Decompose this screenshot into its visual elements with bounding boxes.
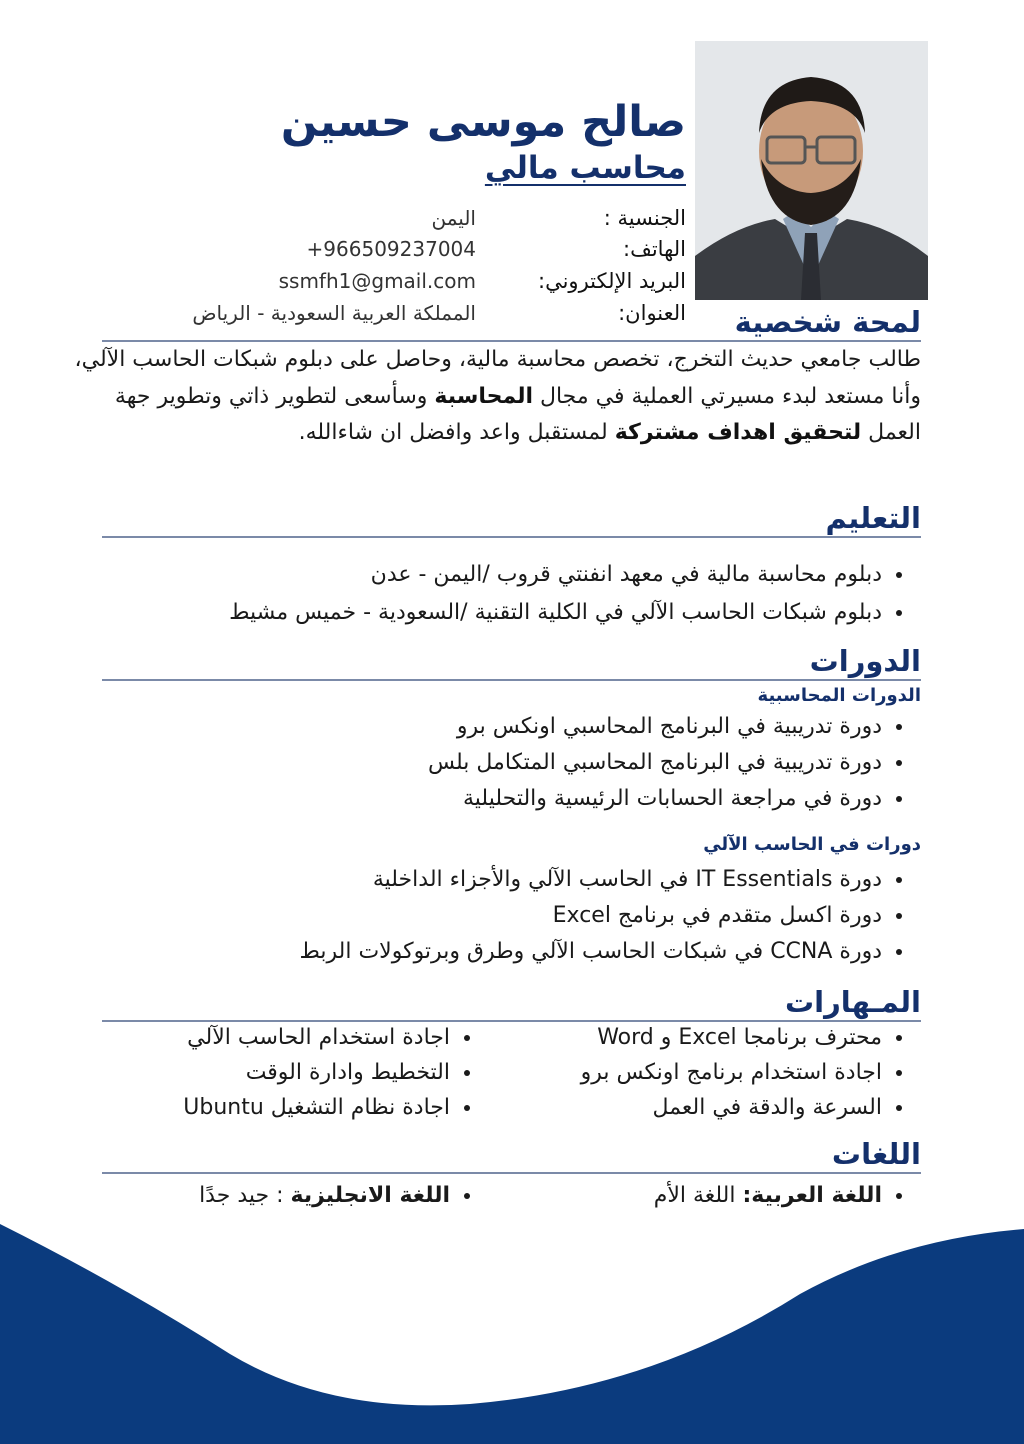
education-list	[229, 556, 906, 632]
list-item: اجادة نظام التشغيل Ubuntu	[183, 1090, 474, 1125]
list-item: اجادة استخدام برنامج اونكس برو	[581, 1055, 906, 1090]
list-item: التخطيط وادارة الوقت	[183, 1055, 474, 1090]
info-phone	[146, 233, 686, 265]
person-name: صالح موسى حسين	[280, 97, 686, 147]
list-item: دورة اكسل متقدم في برنامج Excel	[300, 898, 906, 934]
list-item: دورة CCNA في شبكات الحاسب الآلي وطرق وبرتوكولات الربط	[300, 934, 906, 970]
section-divider	[102, 536, 921, 538]
section-divider	[102, 679, 921, 681]
list-item: دورة IT Essentials في الحاسب الآلي والأجزاء الداخلية	[300, 862, 906, 898]
language-label: اللغة الانجليزية	[290, 1183, 450, 1208]
courses-title: الدورات	[809, 644, 921, 678]
info-label: العنوان:	[618, 301, 686, 325]
info-value: +966509237004	[306, 237, 476, 261]
list-item: اجادة استخدام الحاسب الآلي	[183, 1020, 474, 1055]
language-level: : جيد جدًا	[199, 1183, 291, 1208]
language-level: اللغة الأم	[653, 1183, 743, 1208]
languages-title: اللغات	[831, 1137, 921, 1171]
about-text: وسأسعى لتطوير ذاتي وتطوير جهة العمل	[114, 383, 921, 445]
job-title: محاسب مالي	[484, 150, 686, 186]
language-label: اللغة العربية:	[742, 1183, 882, 1208]
info-label: البريد الإلكتروني:	[538, 269, 686, 293]
about-text: طالب جامعي حديث التخرج، تخصص محاسبة مالية، وحاصل على دبلوم شبكات الحاسب الآلي، وأنا مستعد لبدء مسيرتي العملية في مجال	[74, 347, 921, 409]
list-item: السرعة والدقة في العمل	[581, 1090, 906, 1125]
info-label: الجنسية :	[603, 206, 686, 230]
list-item: محترف برنامجا Excel و Word	[581, 1020, 906, 1055]
about-text: لمستقبل واعد وافضل ان شاءالله.	[298, 420, 615, 445]
education-title: التعليم	[825, 501, 921, 535]
info-label: الهاتف:	[623, 237, 686, 261]
list-item: دبلوم شبكات الحاسب الآلي في الكلية التقنية /السعودية - خميس مشيط	[229, 594, 906, 632]
list-item: دورة تدريبية في البرنامج المحاسبي المتكامل بلس	[428, 745, 906, 781]
skills-list-right	[581, 1020, 906, 1125]
accounting-courses-title: الدورات المحاسبية	[757, 685, 921, 706]
skills-title: المـهارات	[785, 985, 921, 1019]
info-value: ssmfh1@gmail.com	[278, 269, 476, 293]
person-portrait-icon	[695, 41, 928, 300]
list-item: دبلوم محاسبة مالية في معهد انفنتي قروب /اليمن - عدن	[229, 556, 906, 594]
about-bold: المحاسبة	[434, 383, 533, 409]
list-item: دورة تدريبية في البرنامج المحاسبي اونكس برو	[428, 709, 906, 745]
about-title: لمحة شخصية	[734, 305, 921, 339]
computer-courses-title: دورات في الحاسب الآلي	[703, 834, 921, 855]
info-value: اليمن	[431, 206, 476, 230]
list-item: دورة في مراجعة الحسابات الرئيسية والتحليلية	[428, 781, 906, 817]
decorative-wave-shape	[0, 1204, 1024, 1444]
info-email	[146, 265, 686, 297]
profile-photo	[695, 41, 928, 300]
info-value: المملكة العربية السعودية - الرياض	[192, 301, 476, 325]
computer-courses-list	[300, 862, 906, 970]
skills-list-left	[183, 1020, 474, 1125]
about-bold: لتحقيق اهداف مشتركة	[614, 420, 862, 445]
section-divider	[102, 1172, 921, 1174]
info-nationality	[146, 202, 686, 234]
about-paragraph	[71, 342, 921, 452]
accounting-courses-list	[428, 709, 906, 817]
